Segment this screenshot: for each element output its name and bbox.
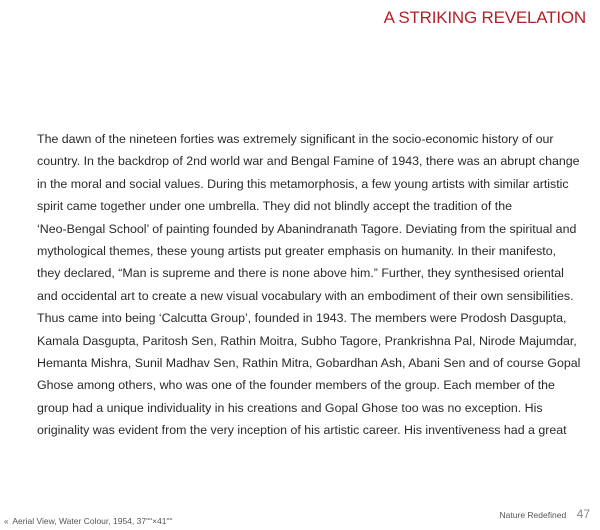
page-footer <box>500 505 590 523</box>
text-line: Thus came into being ‘Calcutta Group’, founded in 1943. The members were Prodosh Dasgupta, <box>37 311 567 326</box>
text-line: Kamala Dasgupta, Paritosh Sen, Rathin Moitra, Subho Tagore, Prankrishna Pal, Nirode Majumdar, <box>37 333 577 348</box>
text-line: and occidental art to create a new visual vocabulary with an embodiment of their own sensibilities. <box>37 288 574 303</box>
text-line: spirit came together under one umbrella. They did not blindly accept the tradition of the <box>37 199 513 214</box>
running-footer-title: Nature Redefined <box>499 510 567 520</box>
text-line: The dawn of the nineteen forties was extremely significant in the socio-economic history of our <box>37 132 554 146</box>
text-line: Hemanta Mishra, Sunil Madhav Sen, Rathin Mitra, Gobardhan Ash, Abani Sen and of course Gopal <box>37 355 581 370</box>
text-line: Ghose among others, who was one of the founder members of the group. Each member of the <box>37 378 555 393</box>
page-number: 47 <box>576 507 590 521</box>
text-line: originality was evident from the very inception of his artistic career. His inventiveness had a great <box>37 423 567 438</box>
figure-caption <box>4 516 173 526</box>
left-arrow-icon: « <box>4 517 9 526</box>
text-line: mythological themes, these young artists put greater emphasis on humanity. In their manifesto, <box>37 243 557 258</box>
text-line: ‘Neo-Bengal School’ of painting founded by Abanindranath Tagore. Deviating from the spiritual and <box>37 221 577 236</box>
text-line: group had a unique individuality in his creations and Gopal Ghose too was no exception. His <box>37 400 543 415</box>
text-line: country. In the backdrop of 2nd world war and Bengal Famine of 1943, there was an abrupt change <box>37 154 580 169</box>
text-line: in the moral and social values. During this metamorphosis, a few young artists with similar artistic <box>37 176 569 191</box>
text-line: they declared, “Man is supreme and there is none above him.” Further, they synthesised oriental <box>37 266 564 281</box>
body-paragraph <box>37 128 587 441</box>
section-heading: A STRIKING REVELATION <box>383 8 586 27</box>
caption-text: Aerial View, Water Colour, 1954, 37ʺʺ×41ʺʺ <box>12 516 173 526</box>
